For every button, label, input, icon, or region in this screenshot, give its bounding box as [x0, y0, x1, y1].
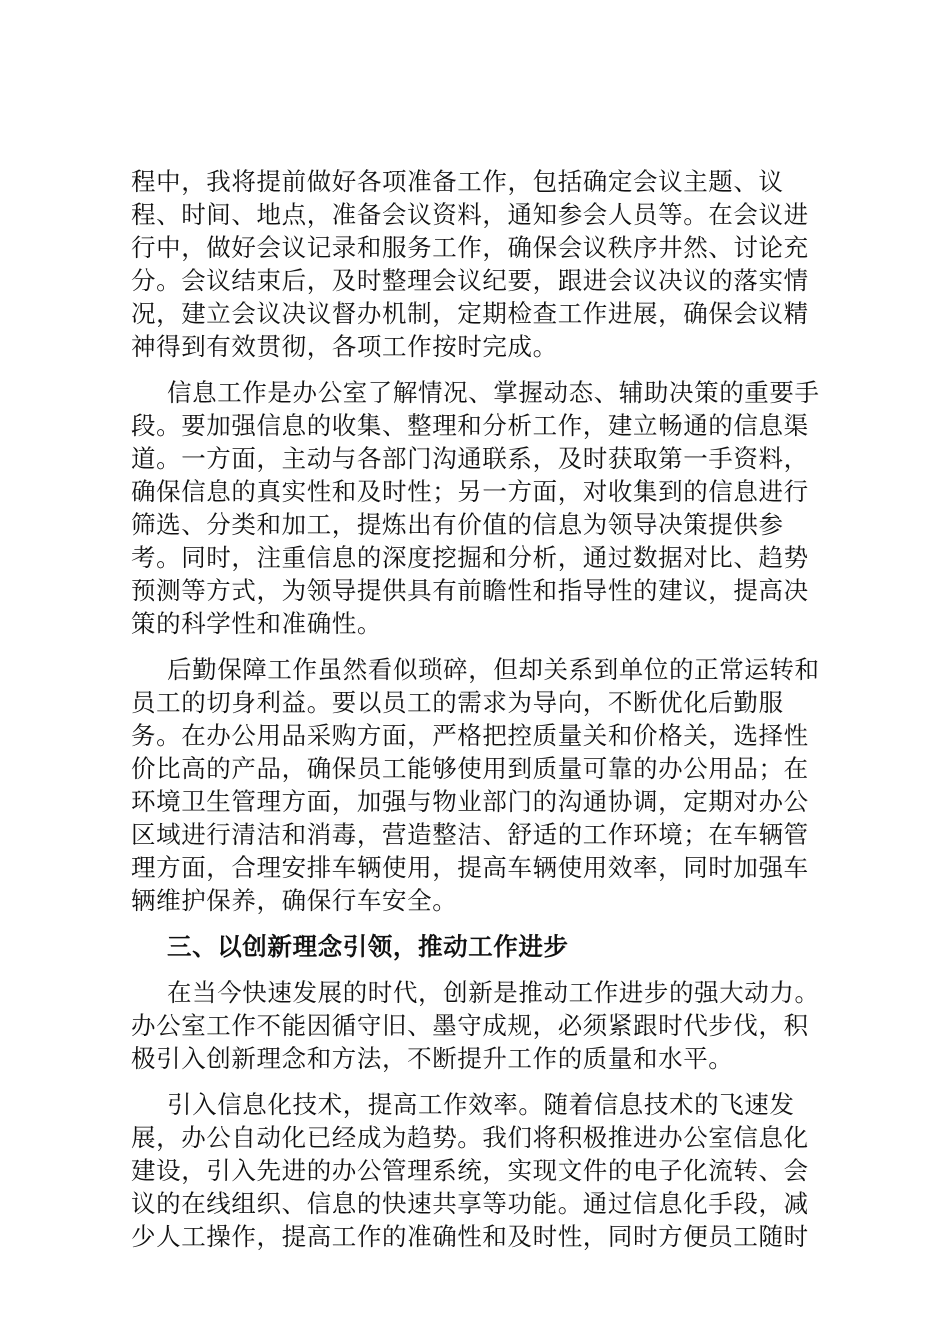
- text-line: 极引入创新理念和方法，不断提升工作的质量和水平。: [131, 1044, 734, 1073]
- text-line: 理方面，合理安排车辆使用，提高车辆使用效率，同时加强车: [131, 853, 809, 882]
- text-line: 筛选、分类和加工，提炼出有价值的信息为领导决策提供参: [131, 510, 784, 539]
- text-line: 区域进行清洁和消毒，营造整洁、舒适的工作环境；在车辆管: [131, 820, 809, 849]
- text-line: 程、时间、地点，准备会议资料，通知参会人员等。在会议进: [131, 200, 809, 229]
- text-line: 价比高的产品，确保员工能够使用到质量可靠的办公用品；在: [131, 754, 809, 783]
- text-line: 信息工作是办公室了解情况、掌握动态、辅助决策的重要手: [167, 378, 820, 407]
- text-line: 分。会议结束后，及时整理会议纪要，跟进会议决议的落实情: [131, 266, 809, 295]
- text-line: 段。要加强信息的收集、整理和分析工作，建立畅通的信息渠: [131, 411, 809, 440]
- text-line: 环境卫生管理方面，加强与物业部门的沟通协调，定期对办公: [131, 787, 809, 816]
- text-line: 少人工操作，提高工作的准确性和及时性，同时方便员工随时: [131, 1222, 809, 1251]
- text-line: 建设，引入先进的办公管理系统，实现文件的电子化流转、会: [131, 1156, 809, 1185]
- text-line: 道。一方面，主动与各部门沟通联系，及时获取第一手资料，: [131, 444, 809, 473]
- text-line: 议的在线组织、信息的快速共享等功能。通过信息化手段，减: [131, 1189, 809, 1218]
- text-line: 在当今快速发展的时代，创新是推动工作进步的强大动力。: [167, 978, 820, 1007]
- section-heading: 三、以创新理念引领，推动工作进步: [167, 932, 569, 961]
- text-line: 务。在办公用品采购方面，严格把控质量关和价格关，选择性: [131, 721, 809, 750]
- text-line: 况，建立会议决议督办机制，定期检查工作进展，确保会议精: [131, 299, 809, 328]
- text-line: 考。同时，注重信息的深度挖掘和分析，通过数据对比、趋势: [131, 543, 809, 572]
- text-line: 引入信息化技术，提高工作效率。随着信息技术的飞速发: [167, 1090, 795, 1119]
- text-line: 办公室工作不能因循守旧、墨守成规，必须紧跟时代步伐，积: [131, 1011, 809, 1040]
- text-line: 预测等方式，为领导提供具有前瞻性和指导性的建议，提高决: [131, 576, 809, 605]
- text-line: 行中，做好会议记录和服务工作，确保会议秩序井然、讨论充: [131, 233, 809, 262]
- text-line: 后勤保障工作虽然看似琐碎，但却关系到单位的正常运转和: [167, 655, 820, 684]
- text-line: 展，办公自动化已经成为趋势。我们将积极推进办公室信息化: [131, 1123, 809, 1152]
- text-line: 辆维护保养，确保行车安全。: [131, 886, 458, 915]
- text-line: 策的科学性和准确性。: [131, 609, 382, 638]
- text-line: 员工的切身利益。要以员工的需求为导向，不断优化后勤服: [131, 688, 784, 717]
- text-line: 程中，我将提前做好各项准备工作，包括确定会议主题、议: [131, 167, 784, 196]
- text-line: 神得到有效贯彻，各项工作按时完成。: [131, 332, 558, 361]
- text-line: 确保信息的真实性和及时性；另一方面，对收集到的信息进行: [131, 477, 809, 506]
